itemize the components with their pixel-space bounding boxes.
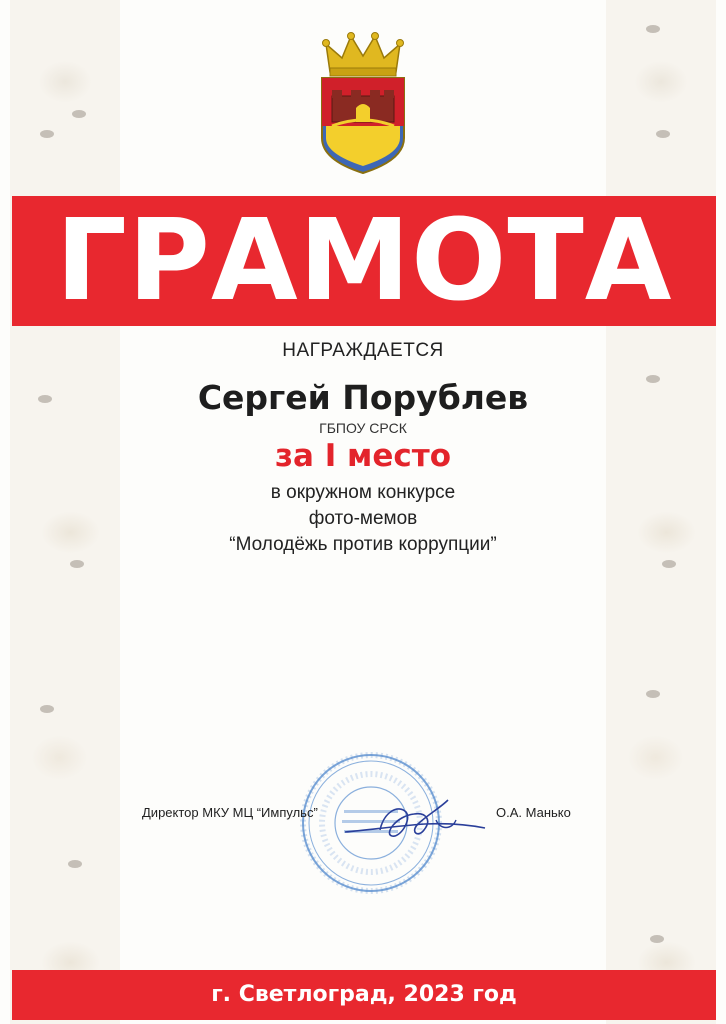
footer-location-year: г. Светлоград, 2023 год <box>211 982 517 1007</box>
coat-of-arms-icon <box>318 30 408 175</box>
description-line-1: в окружном конкурсе <box>270 482 456 503</box>
title-banner <box>12 196 716 326</box>
description-line-2: фото-мемов <box>308 508 418 529</box>
handwritten-signature-icon <box>340 790 490 850</box>
signatory-role: Директор МКУ МЦ “Импульс” <box>142 805 318 820</box>
award-description <box>0 480 726 558</box>
footer-banner <box>12 970 716 1020</box>
recipient-name: Сергей Порублев <box>197 378 529 417</box>
recipient-organization: ГБПОУ СРСК <box>319 420 407 436</box>
award-line: НАГРАЖДАЕТСЯ <box>282 340 444 361</box>
description-line-3: “Молодёжь против коррупции” <box>229 534 497 555</box>
signatory-name: О.А. Манько <box>496 805 571 820</box>
certificate-title: ГРАМОТА <box>55 196 673 326</box>
award-place: за I место <box>274 438 452 474</box>
